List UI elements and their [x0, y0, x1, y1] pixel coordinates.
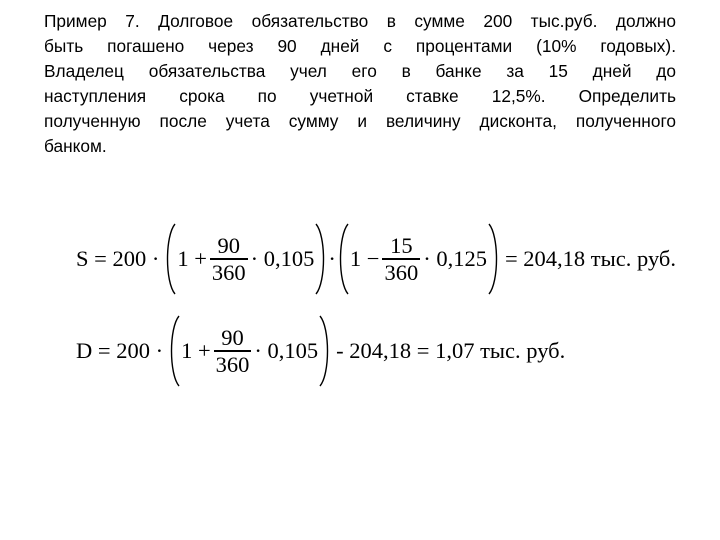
formula2-rate: · 0,105: [254, 338, 319, 363]
formula-discount: [76, 314, 565, 388]
left-paren-icon: [336, 222, 350, 296]
formula2-result: - 204,18 = 1,07 тыс. руб.: [336, 338, 566, 363]
formula2-fraction: [214, 325, 252, 376]
formula1-frac1-numerator: 90: [217, 233, 241, 259]
formula2-lhs: D = 200 ·: [76, 338, 164, 363]
left-paren-icon: [163, 222, 177, 296]
problem-statement: [44, 9, 676, 159]
right-paren-icon: [318, 314, 332, 388]
problem-line-6: банком.: [44, 136, 107, 156]
formula1-frac1-denominator: 360: [211, 259, 246, 285]
problem-line-1: Пример 7. Долговое обязательство в сумме 200 тыс.руб. должно: [44, 11, 676, 31]
left-paren-icon: [167, 314, 181, 388]
formula1-fraction-1: [210, 233, 248, 284]
formula1-frac2-denominator: 360: [384, 259, 419, 285]
problem-line-4: наступления срока по учетной ставке 12,5%. Определить: [44, 86, 676, 106]
formula1-fraction-2: [382, 233, 420, 284]
formula1-multiply-dot: ·: [328, 246, 336, 271]
formula2-one-plus: 1 +: [181, 338, 211, 363]
formula-present-value: [76, 222, 676, 296]
formula2-frac-denominator: 360: [215, 351, 250, 377]
right-paren-icon: [487, 222, 501, 296]
problem-line-3: Владелец обязательства учел его в банке за 15 дней до: [44, 61, 676, 81]
problem-line-5: полученную после учета сумму и величину дисконта, полученного: [44, 111, 676, 131]
formula1-one-minus: 1 −: [349, 246, 380, 271]
problem-line-2: быть погашено через 90 дней с процентами (10% годовых).: [44, 36, 676, 56]
formula1-result: = 204,18 тыс. руб.: [504, 246, 676, 271]
formula1-rate-1: · 0,105: [250, 246, 315, 271]
right-paren-icon: [314, 222, 328, 296]
formula1-frac2-numerator: 15: [390, 233, 413, 259]
formula2-frac-numerator: 90: [221, 325, 244, 351]
formula1-lhs: S = 200 ·: [76, 246, 160, 271]
formula1-one-plus: 1 +: [177, 246, 207, 271]
formula1-rate-2: · 0,125: [423, 246, 487, 271]
